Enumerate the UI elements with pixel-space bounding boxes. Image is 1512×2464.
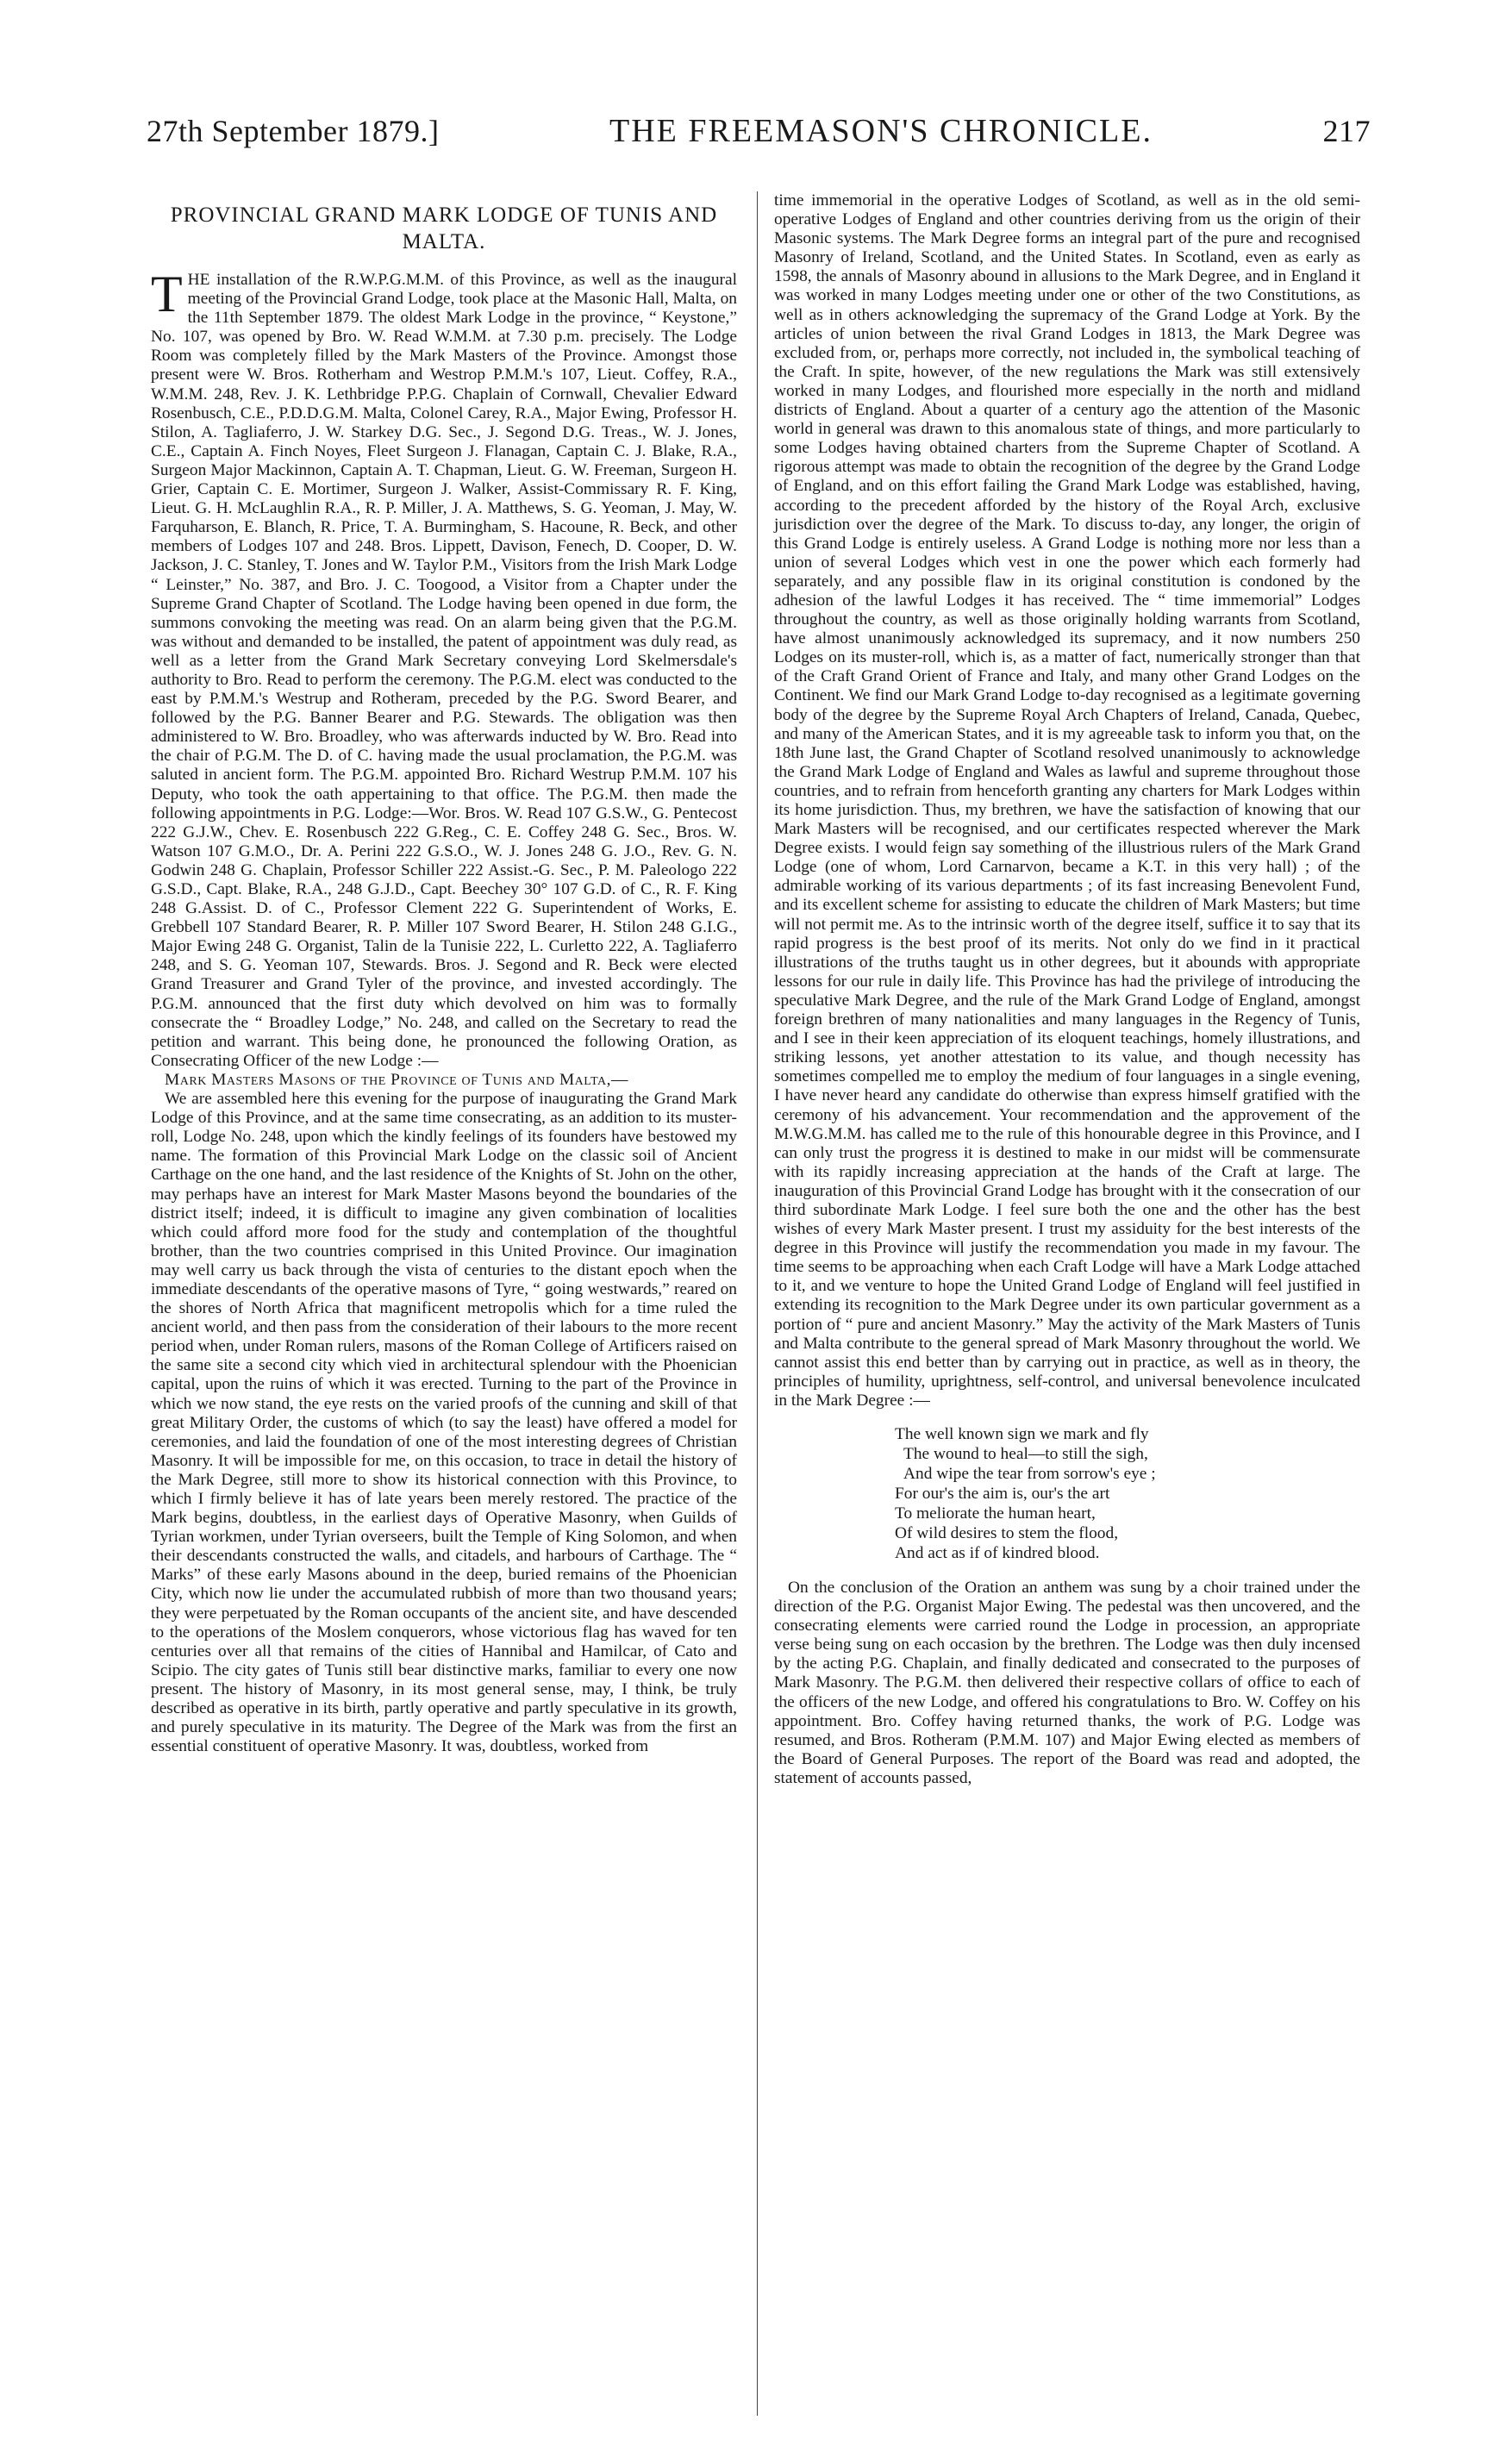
poem-line: The wound to heal—to still the sigh, bbox=[903, 1445, 1148, 1463]
article-paragraph: We are assembled here this evening for the purpose of inaugurating the Grand Mark Lodge of this Province, and at the same time consecrating, as an addition to its muster-roll, Lodge No. 248, upon which the kindly feelings of its founders have bestowed my name. The formation of this Provincial Mark Lodge on the classic soil of Ancient Carthage on the one hand, and the last residence of the Knights of St. John on the other, may perhaps have an interest for Mark Master Masons beyond the boundaries of the district itself; indeed, it is difficult to imagine any given combination of localities which could afford more food for the study and contemplation of the thoughtful brother, than the two countries comprised in this United Province. Our imagination may well carry us back through the vista of centuries to the distant epoch when the immediate descendants of the operative masons of Tyre, “ going westwards,” reared on the shores of North Africa that magnificent metropolis which for a time ruled the ancient world, and then pass from the consideration of their labours to the more recent period when, under Roman rulers, masons of the Roman College of Artificers raised on the same site a second city which vied in architectural splendour with the Phoenician capital, upon the ruins of which it was erected. Turning to the part of the Province in which we now stand, the eye rests on the varied proofs of the cunning and skill of that great Military Order, the customs of which (to say the least) have offered a model for ceremonies, and laid the foundation of one of the most interesting degrees of Christian Masonry. It will be impossible for me, on this occasion, to trace in detail the history of the Mark Degree, still more to show its historical connection with this Province, to which I firmly believe it has of late years been merely restored. The practice of the Mark begins, doubtless, in the earliest days of Operative Masonry, when Guilds of Tyrian workmen, under Tyrian overseers, built the Temple of King Solomon, and when their descendants constructed the walls, and citadels, and harbours of Carthage. The “ Marks” of these early Masons abound in the deep, buried remains of the Phoenician City, which now lie under the accumulated rubbish of more than two thousand years; they were perpetuated by the Roman occupants of the ancient site, and have descended to the operations of the Moslem conquerors, whose victorious flag has waved for ten centuries over all that remains of the cities of Hannibal and Hamilcar, of Cato and Scipio. The city gates of Tunis still bear distinctive marks, familiar to every one now present. The history of Masonry, in its most general sense, may, I think, be truly described as operative in its birth, partly operative and partly speculative in its growth, and purely speculative in its maturity. The Degree of the Mark was from the first an essential constituent of operative Masonry. It was, doubtless, worked from bbox=[151, 1090, 737, 1756]
oration-heading: Mark Masters Masons of the Province of Tunis and Malta,— bbox=[165, 1070, 628, 1089]
poem-line: And act as if of kindred blood. bbox=[895, 1544, 1100, 1562]
page-number: 217 bbox=[1322, 114, 1371, 148]
left-column bbox=[151, 191, 737, 1756]
poem-line: Of wild desires to stem the flood, bbox=[895, 1524, 1119, 1542]
column-rule bbox=[757, 191, 758, 2416]
article-paragraph bbox=[151, 266, 737, 1071]
poem bbox=[895, 1424, 1360, 1563]
right-column bbox=[774, 191, 1360, 1788]
article-paragraph: On the conclusion of the Oration an anthem was sung by a choir trained under the direction of the P.G. Organist Major Ewing. The pedestal was then uncovered, and the consecrating elements were carried round the Lodge in procession, an appropriate verse being sung on each occasion by the brethren. The Lodge was then duly incensed by the acting P.G. Chaplain, and finally dedicated and consecrated to the purposes of Mark Masonry. The P.G.M. then delivered their respective collars of office to each of the officers of the new Lodge, and offered his congratulations to Bro. W. Coffey on his appointment. Bro. Coffey having returned thanks, the work of P.G. Lodge was resumed, and Bros. Rotheram (P.M.M. 107) and Major Ewing elected as members of the Board of General Purposes. The report of the Board was read and adopted, the statement of accounts passed, bbox=[774, 1579, 1360, 1787]
paragraph-text: HE installation of the R.W.P.G.M.M. of this Province, as well as the inaugural meeting of the Provincial Grand Lodge, took place at the Masonic Hall, Malta, on the 11th September 1879. The oldest Mark Lodge in the province, “ Keystone,” No. 107, was opened by Bro. W. Read W.M.M. at 7.30 p.m. precisely. The Lodge Room was completely filled by the Mark Masters of the Province. Amongst those present were W. Bros. Rotherham and Westrop P.M.M.'s 107, Lieut. Coffey, R.A., W.M.M. 248, Rev. J. K. Lethbridge P.P.G. Chaplain of Cornwall, Chevalier Edward Rosenbusch, C.E., P.D.D.G.M. Malta, Colonel Carey, R.A., Major Ewing, Professor H. Stilon, A. Tagliaferro, J. W. Starkey D.G. Sec., J. Segond D.G. Treas., W. J. Jones, C.E., Captain A. Finch Noyes, Fleet Surgeon J. Flanagan, Captain C. J. Blake, R.A., Surgeon Major Mackinnon, Captain A. T. Chapman, Lieut. G. W. Freeman, Surgeon H. Grier, Captain C. E. Mortimer, Surgeon J. Walker, Assist-Commissary R. F. King, Lieut. G. H. McLaughlin R.A., R. P. Miller, J. A. Matthews, S. G. Yeoman, J. May, W. Farquharson, E. Blanch, R. Price, T. A. Burmingham, S. Hacoune, R. Beck, and other members of Lodges 107 and 248. Bros. Lippett, Davison, Fenech, D. Cooper, D. W. Jackson, J. C. Stanley, T. Jones and W. Taylor P.M., Visitors from the Irish Mark Lodge “ Leinster,” No. 387, and Bro. J. C. Toogood, a Visitor from a Chapter under the Supreme Grand Chapter of Scotland. The Lodge having been opened in due form, the summons convoking the meeting was read. On an alarm being given that the P.G.M. was without and demanded to be installed, the patent of appointment was duly read, as well as a letter from the Grand Mark Secretary conveying Lord Skelmersdale's authority to Bro. Read to perform the ceremony. The P.G.M. elect was conducted to the east by P.M.M.'s Westrup and Rotheram, preceded by the P.G. Sword Bearer, and followed by the P.G. Banner Bearer and P.G. Stewards. The obligation was then administered to W. Bro. Broadley, who was afterwards inducted by W. Bro. Read into the chair of P.G.M. The D. of C. having made the usual proclamation, the P.G.M. was saluted in ancient form. The P.G.M. appointed Bro. Richard Westrup P.M.M. 107 his Deputy, who took the oath appertaining to that office. The P.G.M. then made the following appointments in P.G. Lodge:—Wor. Bros. W. Read 107 G.S.W., G. Pentecost 222 G.J.W., Chev. E. Rosenbusch 222 G.Reg., C. E. Coffey 248 G. Sec., Bros. W. Watson 107 G.M.O., Dr. A. Perini 222 G.S.O., W. J. Jones 248 G. J.O., Rev. G. N. Godwin 248 G. Chaplain, Professor Schiller 222 Assist.-G. Sec., P. M. Paleologo 222 G.S.D., Capt. Blake, R.A., 248 G.J.D., Capt. Beechey 30° 107 G.D. of C., R. F. King 248 G.Assist. D. of C., Professor Clement 222 G. Superintendent of Works, E. Grebbell 107 Standard Bearer, R. P. Miller 107 Sword Bearer, H. Stilon 248 G.I.G., Major Ewing 248 G. Organist, Talin de la Tunisie 222, L. Curletto 222, A. Tagliaferro 248, and S. G. Yeoman 107, Stewards. Bros. J. Segond and R. Beck were elected Grand Treasurer and Grand Tyler of the province, and invested accordingly. The P.G.M. announced that the first duty which devolved on him was to formally consecrate the “ Broadley Lodge,” No. 248, and called on the Secretary to read the petition and warrant. This being done, he pronounced the following Oration, as Consecrating Officer of the new Lodge :— bbox=[151, 271, 737, 1070]
poem-line: To meliorate the human heart, bbox=[895, 1504, 1096, 1523]
poem-line: For our's the aim is, our's the art bbox=[895, 1485, 1110, 1503]
page-header bbox=[147, 112, 1371, 164]
article-paragraph: time immemorial in the operative Lodges of Scotland, as well as in the old semi-operative Lodges of England and other countries deriving from us the origin of their Masonic systems. The Mark Degree forms an integral part of the pure and recognised Masonry of Ireland, Scotland, and the United States. In Scotland, even as early as 1598, the annals of Masonry abound in allusions to the Mark Degree, and in England it was worked in many Lodges meeting under one or other of the two Constitutions, as well as in others acknowledging the supremacy of the Grand Lodge at York. By the articles of union between the rival Grand Lodges in 1813, the Mark Degree was excluded from, or, perhaps more correctly, not included in, the symbolical teaching of the Craft. In spite, however, of the new regulations the Mark was still extensively worked in many Lodges, and flourished more especially in the north and midland districts of England. About a quarter of a century ago the attention of the Masonic world in general was drawn to this anomalous state of things, and more particularly to some Lodges having obtained charters from the Supreme Chapter of Scotland. A rigorous attempt was made to obtain the recognition of the degree by the Grand Lodge of England, and on this effort failing the Grand Mark Lodge was established, having, according to the precedent afforded by the history of the Royal Arch, exclusive jurisdiction over the degree of the Mark. To discuss to-day, any longer, the origin of this Grand Lodge is entirely useless. A Grand Lodge is nothing more nor less than a union of several Lodges which vest in one the power which each formerly had separately, and any possible flaw in its original constitution is condoned by the adhesion of the lawful Lodges it has received. The “ time immemorial” Lodges throughout the country, as well as those originally holding warrants from Scotland, have almost unanimously acknowledged its supremacy, and it now numbers 250 Lodges on its muster-roll, which is, as a matter of fact, numerically stronger than that of the Craft Grand Orient of France and Italy, and many other Grand Lodges on the Continent. We find our Mark Grand Lodge to-day recognised as a legitimate governing body of the degree by the Supreme Royal Arch Chapters of Ireland, Canada, Quebec, and many of the American States, and it is my agreeable task to inform you that, on the 18th June last, the Grand Chapter of Scotland resolved unanimously to acknowledge the Grand Mark Lodge of England and Wales as lawful and supreme throughout those countries, and to refrain from henceforth granting any charters for Mark Lodges within its home jurisdiction. Thus, my brethren, we have the satisfaction of knowing that our Mark Masters will be recognised, and our certificates respected wherever the Mark Degree exists. I would feign say something of the illustrious rulers of the Mark Grand Lodge (one of whom, Lord Carnarvon, became a K.T. in this very hall) ; of the admirable working of its various departments ; of its fast increasing Benevolent Fund, and its excellent scheme for assisting to educate the children of Mark Masters; but time will not permit me. As to the intrinsic worth of the degree itself, suffice it to say that its rapid progress is the best proof of its merits. Not only do we find in it practical illustrations of the truths taught us in other degrees, but it abounds with appropriate lessons for our rule in daily life. This Province has had the privilege of introducing the speculative Mark Degree, and the rule of the Mark Grand Lodge of England, amongst foreign brethren of many nationalities and many languages in the Regency of Tunis, and I see in their keen appreciation of its eloquent teachings, homely illustrations, and striking lessons, yet another attestation to its value, and though necessity has sometimes compelled me to employ the medium of four languages in a single evening, I have never heard any candidate do otherwise than express himself gratified with the ceremony of his advancement. Your recommendation and the approvement of the M.W.G.M.M. has called me to the rule of this honourable degree in this Province, and I can only trust the progress it is destined to make in our midst will be commensurate with its rapidly increasing appreciation at the hands of the Craft at large. The inauguration of this Provincial Grand Lodge has brought with it the consecration of our third subordinate Mark Lodge. I feel sure both the one and the other has the best wishes of every Mark Master present. I trust my assiduity for the best interests of the degree in this Province will justify the recommendation you made in my favour. The time seems to be approaching when each Craft Lodge will have a Mark Lodge attached to it, and we venture to hope the United Grand Lodge of England will feel justified in extending its recognition to the Mark Degree under its own particular government as a portion of “ pure and ancient Masonry.” May the activity of the Mark Masters of Tunis and Malta contribute to the general spread of Mark Masonry throughout the world. We cannot assist this end better than by carrying out in practice, as well as in theory, the principles of humility, uprightness, self-control, and universal benevolence inculcated in the Mark Degree :— bbox=[774, 191, 1360, 1410]
article-title: PROVINCIAL GRAND MARK LODGE OF TUNIS AND MALTA. bbox=[170, 203, 718, 253]
masthead: THE FREEMASON'S CHRONICLE. bbox=[609, 113, 1153, 149]
issue-date: 27th September 1879.] bbox=[147, 114, 440, 148]
poem-line: And wipe the tear from sorrow's eye ; bbox=[903, 1465, 1156, 1483]
drop-cap: T bbox=[151, 266, 183, 322]
poem-line: The well known sign we mark and fly bbox=[895, 1425, 1149, 1443]
